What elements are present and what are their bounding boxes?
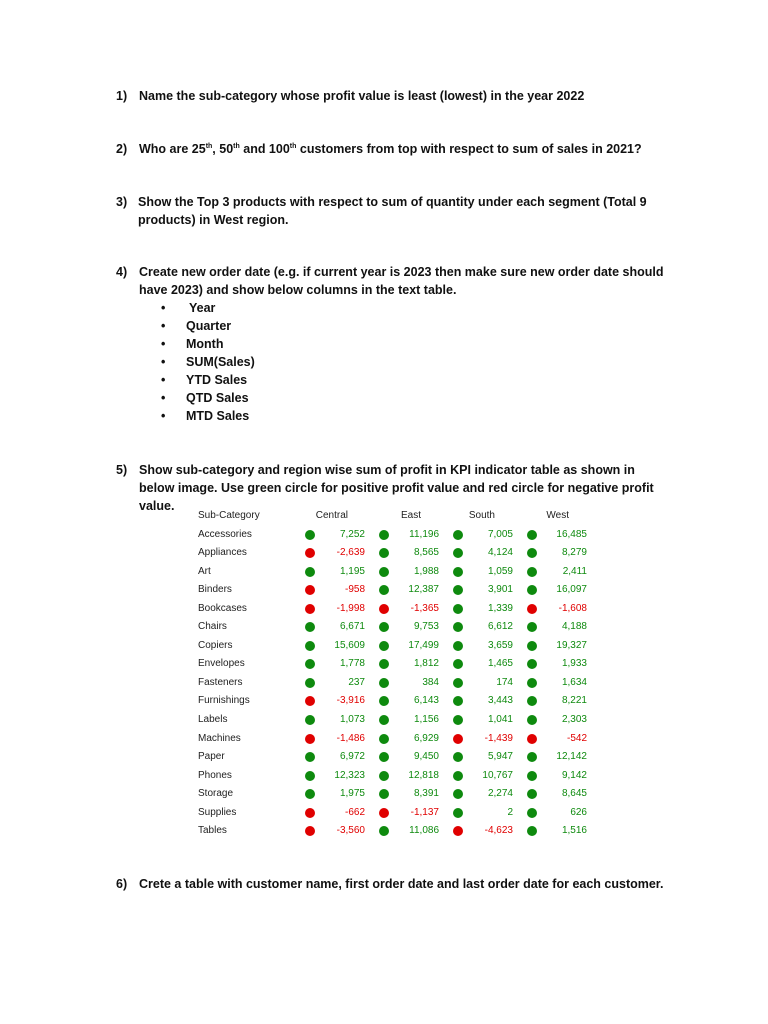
profit-value: 7,252	[339, 528, 365, 540]
question-text: Show sub-category and region wise sum of profit in KPI indicator table as shown in below image. Use green circle for positive profit value and red circle for negative profit value.	[139, 463, 654, 513]
sub-category-label: Envelopes	[198, 658, 245, 670]
table-row	[195, 692, 587, 711]
profit-value: 6,143	[413, 695, 439, 707]
question-number: 6)	[116, 877, 128, 891]
profit-cell	[527, 674, 589, 692]
green-circle-icon	[527, 548, 537, 558]
green-circle-icon	[305, 622, 315, 632]
green-circle-icon	[379, 734, 389, 744]
profit-cell	[379, 748, 441, 766]
table-row	[195, 581, 587, 600]
profit-value: -3,560	[336, 825, 365, 837]
profit-cell	[379, 600, 441, 618]
sub-category-label: Binders	[198, 584, 232, 596]
sub-category-label: Storage	[198, 788, 234, 800]
profit-cell	[305, 785, 367, 803]
profit-value: 1,059	[487, 565, 513, 577]
question-number: 1)	[116, 89, 128, 103]
profit-cell	[453, 544, 515, 562]
profit-value: 1,634	[561, 676, 587, 688]
green-circle-icon	[453, 622, 463, 632]
profit-cell	[527, 600, 589, 618]
column-header: East	[400, 510, 421, 521]
table-row	[195, 804, 587, 823]
table-row	[195, 655, 587, 674]
table-row	[195, 711, 587, 730]
profit-cell	[379, 804, 441, 822]
green-circle-icon	[305, 752, 315, 762]
green-circle-icon	[527, 678, 537, 688]
green-circle-icon	[527, 659, 537, 669]
profit-cell	[453, 804, 515, 822]
question-number: 5)	[116, 463, 128, 477]
profit-cell	[305, 822, 367, 840]
green-circle-icon	[305, 641, 315, 651]
green-circle-icon	[379, 530, 389, 540]
question-number: 3)	[116, 195, 128, 209]
profit-cell	[305, 655, 367, 673]
profit-value: -542	[566, 732, 587, 744]
profit-cell	[453, 563, 515, 581]
profit-value: 9,142	[561, 769, 587, 781]
red-circle-icon	[305, 734, 315, 744]
table-row	[195, 822, 587, 841]
profit-cell	[305, 748, 367, 766]
green-circle-icon	[453, 808, 463, 818]
red-circle-icon	[305, 604, 315, 614]
question-text: Create new order date (e.g. if current year is 2023 then make sure new order date should have 2023) and show below columns in the text table.	[139, 265, 664, 297]
green-circle-icon	[453, 659, 463, 669]
sub-category-label: Bookcases	[198, 602, 247, 614]
profit-cell	[527, 563, 589, 581]
green-circle-icon	[379, 752, 389, 762]
profit-value: -958	[344, 584, 365, 596]
table-header	[195, 507, 575, 526]
profit-cell	[379, 526, 441, 544]
profit-value: 1,073	[339, 714, 365, 726]
green-circle-icon	[305, 771, 315, 781]
profit-cell	[453, 730, 515, 748]
profit-value: 4,188	[561, 621, 587, 633]
profit-cell	[305, 600, 367, 618]
profit-cell	[305, 804, 367, 822]
green-circle-icon	[305, 567, 315, 577]
question-text: Crete a table with customer name, first order date and last order date for each customer.	[139, 877, 664, 891]
sub-category-label: Labels	[198, 714, 228, 726]
table-row	[195, 544, 587, 563]
green-circle-icon	[453, 548, 463, 558]
profit-cell	[453, 748, 515, 766]
profit-value: 6,612	[487, 621, 513, 633]
profit-value: 3,443	[487, 695, 513, 707]
profit-cell	[379, 767, 441, 785]
profit-value: 16,097	[556, 584, 587, 596]
sub-category-label: Furnishings	[198, 695, 250, 707]
profit-value: 3,659	[487, 639, 513, 651]
profit-value: 15,609	[334, 639, 365, 651]
column-header: West	[546, 510, 569, 521]
profit-cell	[453, 711, 515, 729]
green-circle-icon	[453, 771, 463, 781]
profit-cell	[453, 526, 515, 544]
table-row	[195, 600, 587, 619]
profit-cell	[527, 544, 589, 562]
green-circle-icon	[527, 808, 537, 818]
profit-cell	[453, 822, 515, 840]
green-circle-icon	[305, 659, 315, 669]
profit-value: 3,901	[487, 584, 513, 596]
green-circle-icon	[527, 696, 537, 706]
sub-category-label: Fasteners	[198, 676, 243, 688]
profit-value: 1,812	[413, 658, 439, 670]
profit-cell	[379, 544, 441, 562]
green-circle-icon	[379, 548, 389, 558]
profit-value: 1,516	[561, 825, 587, 837]
profit-value: 17,499	[408, 639, 439, 651]
profit-value: 384	[422, 676, 439, 688]
green-circle-icon	[379, 789, 389, 799]
red-circle-icon	[379, 604, 389, 614]
profit-value: 7,005	[487, 528, 513, 540]
table-row	[195, 730, 587, 749]
question-text: Name the sub-category whose profit value is least (lowest) in the year 2022	[139, 89, 585, 103]
profit-value: 12,818	[408, 769, 439, 781]
green-circle-icon	[453, 752, 463, 762]
question-number: 2)	[116, 142, 128, 156]
green-circle-icon	[305, 530, 315, 540]
red-circle-icon	[527, 734, 537, 744]
table-row	[195, 637, 587, 656]
table-row	[195, 785, 587, 804]
profit-cell	[453, 674, 515, 692]
sub-category-label: Chairs	[198, 621, 227, 633]
sub-category-label: Art	[198, 565, 211, 577]
profit-cell	[305, 637, 367, 655]
profit-value: 1,041	[487, 714, 513, 726]
profit-value: 11,086	[409, 825, 439, 837]
red-circle-icon	[305, 808, 315, 818]
sub-category-label: Supplies	[198, 806, 237, 818]
green-circle-icon	[379, 678, 389, 688]
green-circle-icon	[305, 789, 315, 799]
profit-value: 2	[507, 806, 513, 818]
green-circle-icon	[527, 771, 537, 781]
profit-value: 16,485	[556, 528, 587, 540]
profit-value: 6,929	[413, 732, 439, 744]
profit-cell	[527, 767, 589, 785]
profit-value: 9,450	[413, 751, 439, 763]
profit-cell	[305, 767, 367, 785]
profit-cell	[527, 526, 589, 544]
kpi-indicator-table	[195, 507, 587, 841]
profit-cell	[453, 618, 515, 636]
profit-cell	[527, 655, 589, 673]
profit-value: 2,274	[487, 788, 513, 800]
profit-value: 12,387	[408, 584, 439, 596]
sub-category-label: Appliances	[198, 547, 247, 559]
table-body	[195, 526, 587, 841]
profit-cell	[453, 581, 515, 599]
green-circle-icon	[379, 641, 389, 651]
green-circle-icon	[527, 585, 537, 595]
profit-value: -662	[344, 806, 365, 818]
profit-value: 1,156	[413, 714, 439, 726]
profit-value: -1,439	[484, 732, 513, 744]
table-row	[195, 526, 587, 545]
profit-cell	[527, 804, 589, 822]
profit-cell	[305, 563, 367, 581]
table-row	[195, 767, 587, 786]
green-circle-icon	[379, 622, 389, 632]
green-circle-icon	[527, 530, 537, 540]
green-circle-icon	[453, 789, 463, 799]
profit-value: 5,947	[487, 751, 513, 763]
profit-value: 6,972	[339, 751, 365, 763]
profit-value: 6,671	[339, 621, 365, 633]
profit-value: -4,623	[484, 825, 513, 837]
profit-cell	[305, 692, 367, 710]
profit-cell	[305, 618, 367, 636]
profit-cell	[379, 711, 441, 729]
table-row	[195, 748, 587, 767]
green-circle-icon	[305, 715, 315, 725]
green-circle-icon	[527, 752, 537, 762]
green-circle-icon	[379, 585, 389, 595]
column-header: Central	[315, 510, 348, 521]
profit-cell	[453, 637, 515, 655]
profit-value: 1,778	[339, 658, 365, 670]
profit-value: 1,975	[339, 788, 365, 800]
profit-value: 12,323	[334, 769, 365, 781]
green-circle-icon	[453, 715, 463, 725]
red-circle-icon	[453, 734, 463, 744]
profit-cell	[453, 767, 515, 785]
profit-value: 19,327	[556, 639, 587, 651]
profit-value: 2,411	[562, 565, 587, 577]
profit-value: 1,988	[413, 565, 439, 577]
table-row	[195, 674, 587, 693]
profit-cell	[379, 674, 441, 692]
profit-cell	[379, 581, 441, 599]
profit-value: 8,565	[413, 547, 439, 559]
profit-cell	[305, 544, 367, 562]
profit-value: 12,142	[556, 751, 587, 763]
green-circle-icon	[527, 641, 537, 651]
green-circle-icon	[453, 567, 463, 577]
profit-cell	[527, 748, 589, 766]
green-circle-icon	[453, 530, 463, 540]
red-circle-icon	[305, 826, 315, 836]
table-row	[195, 618, 587, 637]
profit-cell	[527, 822, 589, 840]
green-circle-icon	[453, 641, 463, 651]
profit-value: 8,645	[561, 788, 587, 800]
profit-value: 626	[570, 806, 587, 818]
profit-value: 8,279	[561, 547, 587, 559]
profit-cell	[379, 730, 441, 748]
red-circle-icon	[305, 548, 315, 558]
green-circle-icon	[379, 826, 389, 836]
green-circle-icon	[453, 604, 463, 614]
profit-value: 9,753	[413, 621, 439, 633]
green-circle-icon	[527, 622, 537, 632]
profit-cell	[379, 785, 441, 803]
green-circle-icon	[453, 678, 463, 688]
profit-value: -3,916	[336, 695, 365, 707]
green-circle-icon	[527, 567, 537, 577]
profit-value: 2,303	[561, 714, 587, 726]
green-circle-icon	[527, 789, 537, 799]
profit-cell	[453, 785, 515, 803]
profit-cell	[305, 581, 367, 599]
red-circle-icon	[453, 826, 463, 836]
red-circle-icon	[527, 604, 537, 614]
profit-value: 174	[496, 676, 513, 688]
green-circle-icon	[379, 771, 389, 781]
column-header: Sub-Category	[198, 510, 260, 521]
sub-category-label: Paper	[198, 751, 225, 763]
profit-cell	[379, 655, 441, 673]
red-circle-icon	[379, 808, 389, 818]
column-header: South	[468, 510, 495, 521]
green-circle-icon	[527, 826, 537, 836]
profit-cell	[527, 692, 589, 710]
profit-value: 10,767	[482, 769, 513, 781]
profit-cell	[379, 637, 441, 655]
green-circle-icon	[453, 696, 463, 706]
profit-value: 1,339	[487, 602, 513, 614]
profit-value: -2,639	[336, 547, 365, 559]
sub-category-label: Copiers	[198, 639, 233, 651]
table-row	[195, 563, 587, 582]
question-number: 4)	[116, 265, 128, 279]
green-circle-icon	[305, 678, 315, 688]
profit-cell	[527, 637, 589, 655]
green-circle-icon	[379, 659, 389, 669]
profit-value: 8,221	[561, 695, 587, 707]
profit-value: -1,486	[336, 732, 365, 744]
sub-category-label: Phones	[198, 769, 232, 781]
profit-value: 1,195	[339, 565, 365, 577]
profit-value: -1,137	[410, 806, 439, 818]
profit-cell	[527, 581, 589, 599]
sub-category-label: Tables	[198, 825, 227, 837]
profit-cell	[527, 711, 589, 729]
profit-cell	[453, 655, 515, 673]
green-circle-icon	[379, 715, 389, 725]
profit-value: -1,608	[558, 602, 587, 614]
green-circle-icon	[527, 715, 537, 725]
green-circle-icon	[379, 696, 389, 706]
profit-cell	[527, 730, 589, 748]
profit-value: 237	[348, 676, 365, 688]
profit-cell	[527, 785, 589, 803]
sub-category-label: Machines	[198, 732, 241, 744]
green-circle-icon	[453, 585, 463, 595]
profit-cell	[379, 563, 441, 581]
red-circle-icon	[305, 585, 315, 595]
red-circle-icon	[305, 696, 315, 706]
profit-cell	[379, 692, 441, 710]
profit-cell	[453, 692, 515, 710]
question-text: Show the Top 3 products with respect to sum of quantity under each segment (Total 9 products) in West region.	[138, 195, 647, 227]
profit-value: 8,391	[413, 788, 439, 800]
profit-value: 4,124	[487, 547, 513, 559]
profit-value: -1,998	[336, 602, 365, 614]
profit-cell	[305, 711, 367, 729]
profit-value: -1,365	[410, 602, 439, 614]
profit-value: 1,933	[561, 658, 587, 670]
question-text: Who are 25th, 50th and 100th customers from top with respect to sum of sales in 2021?	[139, 142, 642, 156]
green-circle-icon	[379, 567, 389, 577]
profit-cell	[453, 600, 515, 618]
profit-cell	[305, 526, 367, 544]
profit-value: 11,196	[409, 528, 439, 540]
profit-cell	[305, 674, 367, 692]
profit-value: 1,465	[487, 658, 513, 670]
profit-cell	[379, 618, 441, 636]
profit-cell	[305, 730, 367, 748]
profit-cell	[379, 822, 441, 840]
sub-category-label: Accessories	[198, 528, 252, 540]
profit-cell	[527, 618, 589, 636]
